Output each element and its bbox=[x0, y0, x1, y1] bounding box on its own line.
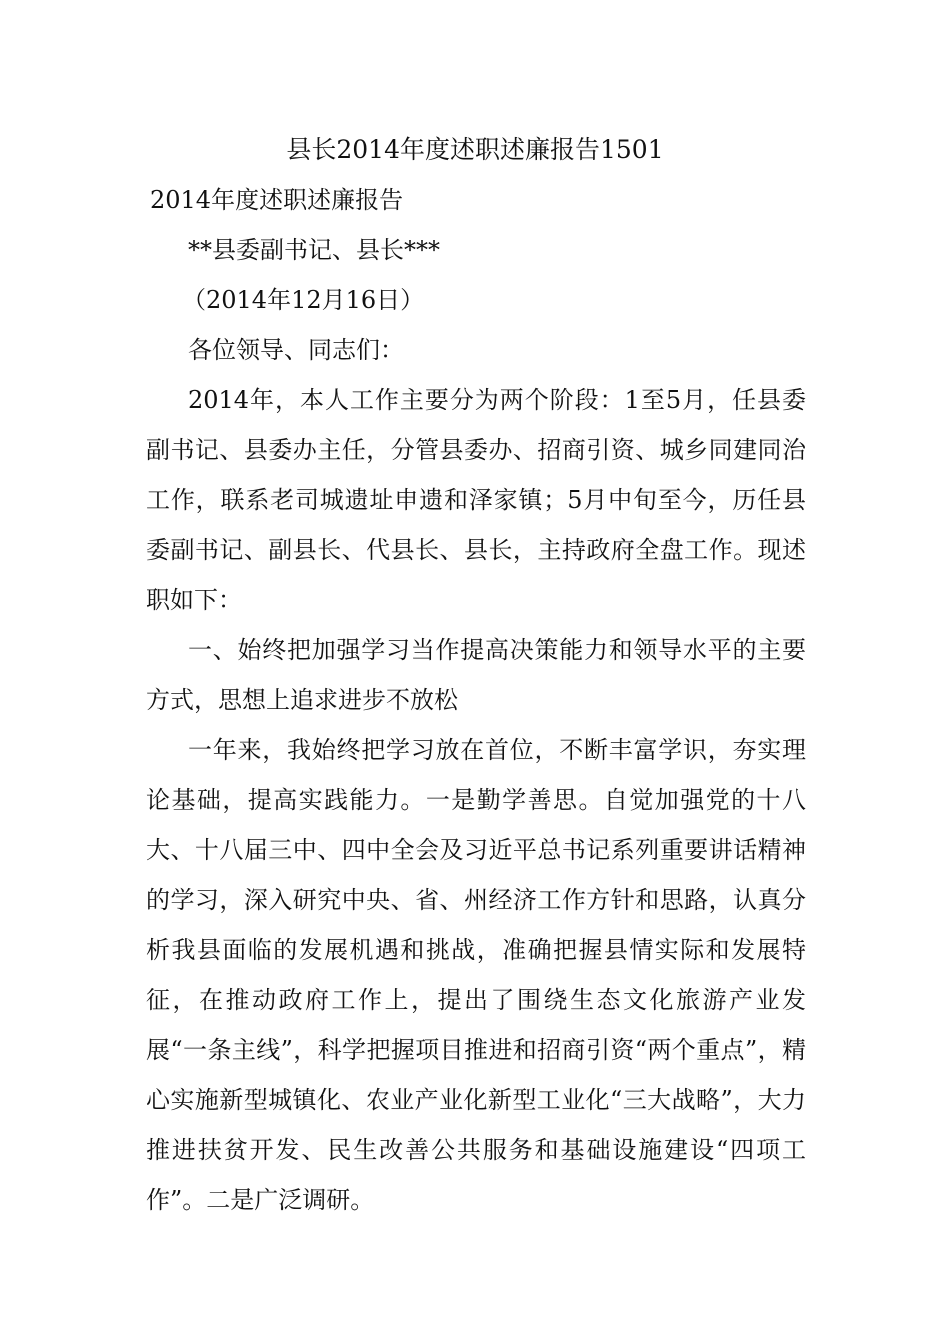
body-paragraph: 2014年，本人工作主要分为两个阶段：1至5月，任县委副书记、县委办主任，分管县委办、招商引资、城乡同建同治工作，联系老司城遗址申遗和泽家镇；5月中旬至今，历任县委副书记、副县长、代县长、县长，主持政府全盘工作。现述职如下： bbox=[146, 386, 806, 614]
section-heading: 一、始终把加强学习当作提高决策能力和领导水平的主要方式，思想上追求进步不放松 bbox=[146, 636, 806, 714]
greeting-line: 各位领导、同志们： bbox=[188, 336, 404, 364]
author-line: **县委副书记、县长*** bbox=[188, 236, 440, 264]
date-line: （2014年12月16日） bbox=[182, 286, 425, 314]
document-subtitle: 2014年度述职述廉报告 bbox=[150, 186, 404, 214]
document-title: 县长2014年度述职述廉报告1501 bbox=[286, 135, 664, 164]
body-paragraph: 一年来，我始终把学习放在首位，不断丰富学识，夯实理论基础，提高实践能力。一是勤学善思。自觉加强党的十八大、十八届三中、四中全会及习近平总书记系列重要讲话精神的学习，深入研究中央、省、州经济工作方针和思路，认真分析我县面临的发展机遇和挑战，准确把握县情实际和发展特征，在推动政府工作上，提出了围绕生态文化旅游产业发展“一条主线”，科学把握项目推进和招商引资“两个重点”，精心实施新型城镇化、农业产业化新型工业化“三大战略”，大力推进扶贫开发、民生改善公共服务和基础设施建设“四项工作”。二是广泛调研。 bbox=[146, 736, 806, 1214]
